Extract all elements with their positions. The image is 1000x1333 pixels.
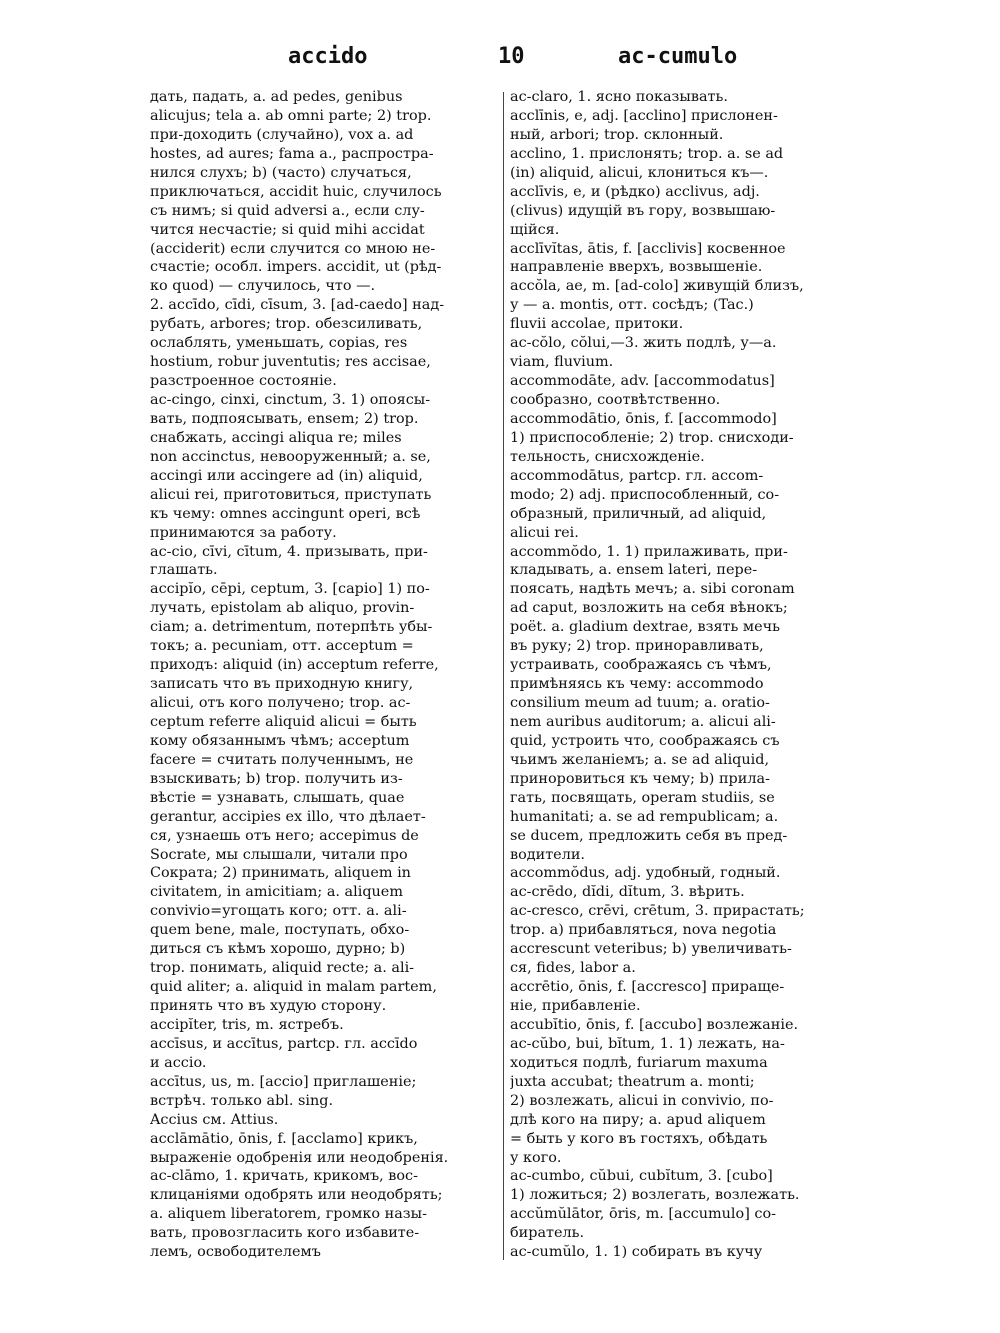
- dictionary-line: humanitati; a. se ad rempublicam; a.: [510, 808, 779, 825]
- dictionary-line: направленіе вверхъ, возвышеніе.: [510, 259, 763, 276]
- dictionary-line: quid aliter; a. aliquid in malam partem,: [150, 979, 437, 996]
- dictionary-line: trop. понимать, aliquid recte; a. ali-: [150, 960, 415, 977]
- dictionary-line: accrētio, ōnis, f. [accresco] прираще-: [510, 979, 785, 996]
- dictionary-line: (clivus) идущій въ гору, возвышаю-: [510, 202, 776, 219]
- dictionary-line: ac-cresco, crēvi, crētum, 3. прирастать;: [510, 903, 805, 920]
- dictionary-line: accīsus, и accītus, partcp. гл. accīdo: [150, 1035, 418, 1052]
- dictionary-line: (acciderit) если случится со мною не-: [150, 240, 436, 257]
- dictionary-line: приходъ: aliquid (in) acceptum referre,: [150, 657, 439, 674]
- dictionary-line: accubĭtio, ōnis, f. [accubo] возлежаніе.: [510, 1016, 799, 1033]
- dictionary-line: ніе, прибавленіе.: [510, 998, 641, 1014]
- dictionary-line: acclīvis, e, и (рѣдко) acclivus, adj.: [510, 183, 760, 200]
- dictionary-line: accingi или accingere ad (in) aliquid,: [150, 467, 423, 484]
- dictionary-line: acclāmātio, ōnis, f. [acclamo] крикъ,: [150, 1130, 418, 1147]
- dictionary-line: Сократа; 2) принимать, aliquem in: [150, 865, 411, 882]
- dictionary-line: ся, fides, labor a.: [510, 960, 636, 977]
- page-header: [150, 44, 850, 80]
- dictionary-line: ся, узнаешь отъ него; accepimus de: [150, 827, 419, 844]
- dictionary-line: чится несчастіе; si quid mihi accidat: [150, 221, 425, 238]
- column-divider: [503, 92, 504, 1260]
- dictionary-line: счастіе; особл. impers. accidit, ut (рѣд-: [150, 259, 442, 276]
- dictionary-line: modo; 2) adj. приспособленный, со-: [510, 486, 780, 503]
- dictionary-line: биратель.: [510, 1225, 585, 1242]
- dictionary-line: acclino, 1. прислонять; trop. a. se ad: [510, 145, 784, 162]
- dictionary-line: разстроенное состояніе.: [150, 373, 337, 390]
- dictionary-line: гать, посвящать, operam studiis, se: [510, 789, 775, 806]
- dictionary-line: accommodāte, adv. [accommodatus]: [510, 373, 775, 390]
- dictionary-line: дать, падать, a. ad pedes, genibus: [150, 89, 403, 105]
- dictionary-line: съ нимъ; si quid adversi a., если слу-: [150, 202, 425, 219]
- dictionary-line: ac-cingo, cinxi, cinctum, 3. 1) опоясы-: [150, 392, 431, 408]
- dictionary-line: вать, провозгласить кого избавите-: [150, 1225, 420, 1242]
- dictionary-line: a. aliquem liberatorem, громко назы-: [150, 1206, 427, 1223]
- dictionary-line: рубать, arbores; trop. обезсиливать,: [150, 316, 423, 333]
- dictionary-line: лучать, epistolam ab aliquo, provin-: [150, 600, 415, 617]
- dictionary-line: hostes, ad aures; fama a., распростра-: [150, 145, 434, 162]
- page-number: 10: [498, 44, 525, 69]
- dictionary-line: лемъ, освободителемъ: [150, 1244, 321, 1261]
- dictionary-line: ac-cŏlo, cŏlui,—3. жить подлѣ, у—a.: [510, 335, 777, 352]
- dictionary-line: кладывать, a. ensem lateri, пере-: [510, 562, 758, 579]
- dictionary-line: встрѣч. только abl. sing.: [150, 1092, 334, 1109]
- dictionary-line: consilium meum ad tuum; a. oratio-: [510, 695, 770, 711]
- dictionary-line: alicui rei, приготовиться, приступать: [150, 486, 432, 503]
- dictionary-line: fluvii accolae, притоки.: [510, 316, 684, 333]
- dictionary-line: accŭmŭlātor, ōris, m. [accumulo] со-: [510, 1206, 776, 1223]
- dictionary-line: тельность, снисхожденіе.: [510, 448, 705, 465]
- dictionary-line: ходиться подлѣ, furiarum maxuma: [510, 1054, 768, 1071]
- dictionary-line: ad caput, возложить на себя вѣнокъ;: [510, 600, 788, 617]
- dictionary-line: poët. a. gladium dextrae, взять мечь: [510, 619, 780, 636]
- dictionary-line: устраивать, соображаясь съ чѣмъ,: [510, 657, 772, 674]
- dictionary-line: quem bene, male, поступать, обхо-: [150, 922, 410, 939]
- dictionary-line: ac-cumbo, cŭbui, cubĭtum, 3. [cubo]: [510, 1168, 773, 1185]
- dictionary-line: = быть у кого въ гостяхъ, обѣдать: [510, 1130, 768, 1147]
- dictionary-line: вать, подпоясывать, ensem; 2) trop.: [150, 410, 419, 427]
- dictionary-line: hostium, robur juventutis; res accisae,: [150, 354, 431, 371]
- dictionary-line: civitatem, in amicitiam; a. aliquem: [150, 884, 403, 901]
- dictionary-line: поясать, надѣть мечъ; a. sibi coronam: [510, 581, 795, 598]
- dictionary-line: acclīvĭtas, ātis, f. [acclivis] косвенное: [510, 240, 786, 257]
- dictionary-line: ac-cio, cīvi, cītum, 4. призывать, при-: [150, 543, 428, 560]
- dictionary-line: ac-cumŭlo, 1. 1) собирать въ кучу: [510, 1244, 763, 1261]
- dictionary-line: alicujus; tela a. ab omni parte; 2) trop.: [150, 107, 432, 124]
- dictionary-line: глашать.: [150, 562, 218, 579]
- dictionary-line: ослаблять, уменьшать, copias, res: [150, 335, 408, 352]
- dictionary-line: ac-crēdo, dĭdi, dĭtum, 3. вѣрить.: [510, 884, 745, 901]
- left-column: [150, 88, 500, 1262]
- dictionary-line: ac-clāmo, 1. кричать, крикомъ, вос-: [150, 1168, 418, 1185]
- dictionary-line: ac-claro, 1. ясно показывать.: [510, 89, 728, 105]
- dictionary-line: взыскивать; b) trop. получить из-: [150, 770, 403, 787]
- dictionary-line: токъ; a. pecuniam, отт. acceptum =: [150, 638, 414, 655]
- dictionary-line: принимаются за работу.: [150, 524, 337, 541]
- dictionary-line: клицаніями одобрять или неодобрять;: [150, 1187, 443, 1204]
- dictionary-line: quid, устроить что, соображаясь съ: [510, 732, 780, 749]
- dictionary-line: 2. accīdo, cīdi, cīsum, 3. [ad-caedo] над-: [150, 297, 445, 314]
- dictionary-line: alicui rei.: [510, 524, 579, 541]
- dictionary-line: (in) aliquid, alicui, клониться къ—.: [510, 164, 769, 181]
- dictionary-line: se ducem, предложить себя въ пред-: [510, 827, 788, 844]
- dictionary-line: accommŏdo, 1. 1) прилаживать, при-: [510, 543, 788, 560]
- dictionary-line: juxta accubat; theatrum a. monti;: [510, 1073, 755, 1090]
- dictionary-line: ный, arbori; trop. склонный.: [510, 126, 724, 143]
- dictionary-line: gerantur, accipies ex illo, что дѣлает-: [150, 808, 426, 825]
- dictionary-line: длѣ кого на пиру; a. apud aliquem: [510, 1111, 766, 1128]
- dictionary-line: примѣняясь къ чему: accommodo: [510, 676, 764, 693]
- dictionary-line: ко quod) — случилось, что —.: [150, 278, 376, 295]
- dictionary-line: accommodātus, partcp. гл. accom-: [510, 467, 764, 484]
- dictionary-line: accrescunt veteribus; b) увеличивать-: [510, 941, 792, 958]
- dictionary-line: accītus, us, m. [accio] приглашеніе;: [150, 1073, 417, 1090]
- dictionary-line: у — a. montis, отт. сосѣдъ; (Tac.): [510, 297, 754, 314]
- dictionary-line: въ руку; 2) trop. приноравливать,: [510, 638, 764, 655]
- dictionary-line: 1) приспособленіе; 2) trop. снисходи-: [510, 429, 794, 446]
- dictionary-line: accŏla, ae, m. [ad-colo] живущій близъ,: [510, 278, 804, 295]
- dictionary-line: convivio=угощать кого; отт. a. ali-: [150, 903, 407, 920]
- dictionary-line: чьимъ желаніемъ; a. se ad aliquid,: [510, 751, 770, 768]
- dictionary-line: accipĭo, cēpi, ceptum, 3. [capio] 1) по-: [150, 581, 430, 598]
- dictionary-line: accommŏdus, adj. удобный, годный.: [510, 865, 781, 882]
- dictionary-line: facere = считать полученнымъ, не: [150, 751, 414, 768]
- dictionary-line: приноровиться къ чему; b) прила-: [510, 770, 770, 787]
- dictionary-line: щійся.: [510, 221, 560, 238]
- dictionary-line: viam, fluvium.: [510, 354, 614, 371]
- dictionary-line: ciam; a. detrimentum, потерпѣть убы-: [150, 619, 433, 636]
- dictionary-line: образный, приличный, ad aliquid,: [510, 505, 767, 522]
- dictionary-line: non accinctus, невооруженный; a. se,: [150, 448, 431, 465]
- dictionary-line: кому обязаннымъ чѣмъ; acceptum: [150, 732, 410, 749]
- dictionary-line: къ чему: omnes accingunt operi, всѣ: [150, 505, 421, 522]
- dictionary-line: записать что въ приходную книгу,: [150, 676, 414, 693]
- dictionary-line: приключаться, accidit huic, случилось: [150, 183, 442, 200]
- right-column: [510, 88, 855, 1262]
- dictionary-line: trop. a) прибавляться, nova negotia: [510, 922, 777, 939]
- dictionary-line: вѣстіе = узнавать, слышать, quae: [150, 789, 405, 806]
- dictionary-line: Socrate, мы слышали, читали про: [150, 846, 408, 863]
- dictionary-line: nem auribus auditorum; a. alicui ali-: [510, 713, 776, 730]
- dictionary-line: 1) ложиться; 2) возлегать, возлежать.: [510, 1187, 800, 1204]
- right-running-headword: ac-cumulo: [618, 44, 738, 69]
- dictionary-line: 2) возлежать, alicui in convivio, по-: [510, 1092, 774, 1109]
- dictionary-line: нился слухъ; b) (часто) случаться,: [150, 164, 412, 181]
- dictionary-line: при-доходить (случайно), vox a. ad: [150, 126, 414, 143]
- dictionary-line: принять что въ худую сторону.: [150, 998, 387, 1014]
- dictionary-line: accommodātio, ōnis, f. [accommodo]: [510, 410, 777, 427]
- dictionary-line: диться съ кѣмъ хорошо, дурно; b): [150, 941, 406, 958]
- dictionary-line: сообразно, соотвѣтственно.: [510, 392, 721, 408]
- dictionary-line: и accio.: [150, 1054, 207, 1071]
- dictionary-line: у кого.: [510, 1149, 562, 1166]
- left-running-headword: accido: [288, 44, 368, 69]
- dictionary-line: alicui, отъ кого получено; trop. ac-: [150, 695, 411, 711]
- dictionary-line: Accius см. Attius.: [150, 1111, 279, 1128]
- dictionary-line: выраженіе одобренія или неодобренія.: [150, 1149, 449, 1166]
- dictionary-line: ceptum referre aliquid alicui = быть: [150, 713, 417, 730]
- dictionary-line: acclīnis, e, adj. [acclino] прислонен-: [510, 107, 778, 124]
- dictionary-line: ac-cŭbo, bui, bĭtum, 1. 1) лежать, на-: [510, 1035, 785, 1052]
- dictionary-line: accipĭter, tris, m. ястребъ.: [150, 1016, 344, 1033]
- dictionary-line: водители.: [510, 846, 586, 863]
- dictionary-line: снабжать, accingi aliqua re; miles: [150, 429, 402, 446]
